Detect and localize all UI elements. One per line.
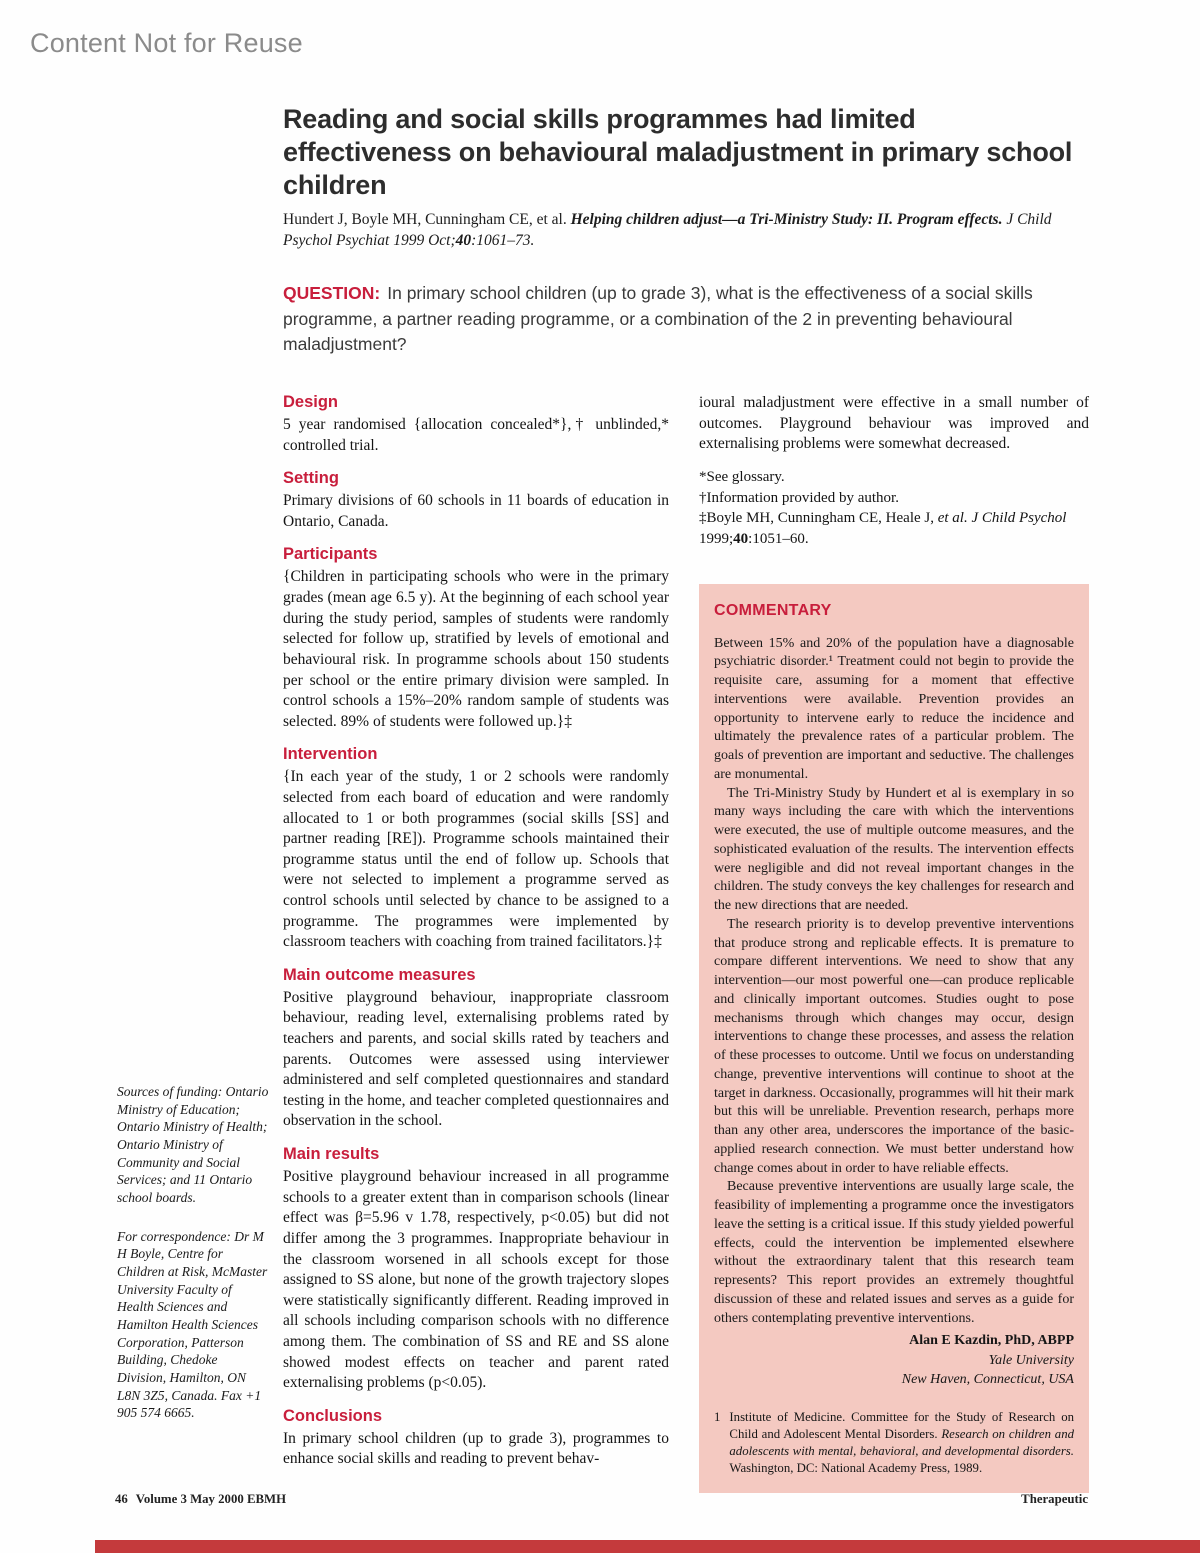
section-design <box>283 393 669 456</box>
reference-text-italic: Research on children and adolescents with mental, behavioral, and developmental disorders. <box>729 1427 1074 1459</box>
section-body: 5 year randomised {allocation concealed*},† unblinded,* controlled trial. <box>283 416 669 454</box>
section-heading: Conclusions <box>283 1406 383 1425</box>
section-main-outcome-measures <box>283 966 669 1132</box>
section-heading: Intervention <box>283 745 378 764</box>
signature-affiliation: Yale University <box>988 1352 1074 1368</box>
question-text: In primary school children (up to grade 3), what is the effectiveness of a social skills programme, a partner reading programme, or a combination of the 2 in preventing behavioural maladjustment? <box>283 283 1033 354</box>
commentary-signature <box>714 1331 1074 1389</box>
section-intervention <box>283 745 669 952</box>
footnote-citation-journal: et al. J Child Psychol <box>937 510 1067 527</box>
section-body: Primary divisions of 60 schools in 11 boards of education in Ontario, Canada. <box>283 492 669 530</box>
footer-category: Therapeutic <box>1021 1492 1088 1506</box>
footer-issue-info <box>115 1492 286 1507</box>
section-body: Positive playground behaviour increased in all programme schools to a greater extent than in comparison schools (linear effect was β=5.96 v 1.78, respectively, p<0.05) but did not differ among the 3 programmes. Inappropriate behaviour in the classroom worsened in all schools except for those assigned to SS alone, but none of the growth trajectory slopes were statistically significantly different. Reading improved in all schools including comparison schools with no difference among them. The combination of SS and RE and SS alone showed modest effects on teacher and parent rated externalising problems (p<0.05). <box>283 1168 669 1392</box>
footnote-citation-volume: 40 <box>733 530 749 547</box>
section-conclusions <box>283 1407 669 1470</box>
citation-paper-title: Helping children adjust—a Tri-Ministry Study: II. Program effects. <box>570 210 1007 228</box>
footnote-author-info: †Information provided by author. <box>699 489 899 506</box>
section-heading: Design <box>283 393 339 412</box>
reference-text <box>729 1409 1074 1477</box>
reference-text-post: Washington, DC: National Academy Press, 1989. <box>729 1460 983 1475</box>
commentary-paragraph: Between 15% and 20% of the population have a diagnosable psychiatric disorder.¹ Treatment could not begin to provide the requisite care, assuming for a moment that effective interventions were available. Prevention provides an opportunity to intervene early to reduce the incidence and ultimately the prevalence rates of a particular problem. The goals of prevention are important and seductive. The challenges are monumental. <box>714 635 1074 782</box>
left-column <box>283 393 669 1470</box>
signature-name: Alan E Kazdin, PhD, ABPP <box>909 1333 1074 1349</box>
commentary-paragraph: The research priority is to develop preventive interventions that produce strong and replicable effects. It is premature to compare different interventions. We need to show that any intervention—our most powerful one—can produce replicable and clinically important outcomes. Studies ought to pose mechanisms through which changes may occur, design interventions to change these processes, and assess the relation of these processes to outcome. Until we focus on understanding change, preventive interventions will continue to shoot at the target in darkness. Occasionally, programmes will hit their mark but this will be unreliable. Prevention research, perhaps more than any other area, underscores the importance of the basic-applied research connection. We must better understand how change comes about in order to have reliable effects. <box>714 916 1074 1176</box>
section-heading: Participants <box>283 545 378 564</box>
question-label: QUESTION: <box>283 283 381 304</box>
commentary-box <box>699 584 1089 1493</box>
right-column <box>699 393 1089 1493</box>
commentary-reference <box>714 1409 1074 1477</box>
page-footer <box>115 1492 1088 1507</box>
commentary-heading: COMMENTARY <box>714 601 832 619</box>
reference-number: 1 <box>714 1410 721 1425</box>
footnote-citation-year: 1999; <box>699 530 734 547</box>
watermark-text: Content Not for Reuse <box>30 28 303 58</box>
section-body: {In each year of the study, 1 or 2 schools were randomly selected from each board of education and were randomly allocated to 1 or both programmes (social skills [SS] and partner reading [RE]). Programme schools maintained their programme status until the end of follow up. Schools that were not selected to implement a programme served as control schools until selected by chance to be assigned to a programme. The programmes were implemented by classroom teachers with coaching from trained facilitators.}‡ <box>283 768 669 951</box>
section-heading: Setting <box>283 469 339 488</box>
footnote-citation-authors: ‡Boyle MH, Cunningham CE, Heale J, <box>699 510 938 527</box>
section-setting <box>283 469 669 532</box>
article-citation <box>283 210 1093 252</box>
section-heading: Main results <box>283 1145 380 1164</box>
section-heading: Main outcome measures <box>283 965 476 984</box>
footnote-citation <box>699 508 1089 549</box>
section-body: Positive playground behaviour, inappropriate classroom behaviour, reading level, externalising problems rated by teachers and parents, and social skills rated by teachers and parents. Outcomes were assessed using interviewer administered and self completed questionnaires and standard testing in the home, and teacher completed questionnaires and observation in the school. <box>283 988 669 1130</box>
section-main-results <box>283 1145 669 1394</box>
section-participants <box>283 545 669 732</box>
article-content <box>283 103 1089 1493</box>
citation-pages: :1061–73. <box>471 231 535 249</box>
footnotes <box>699 467 1089 550</box>
reference-text-pre: Institute of Medicine. Committee for the Study of Research on Child and Adolescent Mental Disorders. <box>729 1410 1074 1442</box>
citation-volume: 40 <box>455 231 472 249</box>
signature-location: New Haven, Connecticut, USA <box>901 1371 1074 1387</box>
funding-note: Sources of funding: Ontario Ministry of Education; Ontario Ministry of Health; Ontario Ministry of Community and Social Services; and 11 Ontario school boards. <box>117 1084 269 1206</box>
margin-notes <box>117 1083 269 1422</box>
section-body: {Children in participating schools who were in the primary grades (mean age 6.5 y). At the beginning of each school year during the study period, samples of students were randomly selected for follow up, stratified by levels of emotional and behavioural risk. In programme schools about 150 students per school or the entire primary division were sampled. In control schools a 15%–20% random sample of students was selected. 89% of students were followed up.}‡ <box>283 568 669 730</box>
article-title: Reading and social skills programmes had limited effectiveness on behavioural maladjustment in primary school children <box>283 104 1073 201</box>
commentary-paragraph: Because preventive interventions are usually large scale, the feasibility of implementing a programme once the investigators leave the setting is a critical issue. If this study yielded powerful effects, could the intervention be implemented elsewhere without the extraordinary talent that this research team represents? This report provides an extremely thoughtful discussion of these and related issues and serves as a guide for others contemplating preventive interventions. <box>714 1179 1075 1326</box>
page-number: 46 <box>115 1492 128 1506</box>
two-column-body <box>283 393 1089 1493</box>
commentary-paragraph: The Tri-Ministry Study by Hundert et al is exemplary in so many ways including the care with which the interventions were executed, the use of multiple outcome measures, and the sophisticated evaluation of the results. The intervention effects were negligible and did not reveal important changes in the children. The study conveys the key challenges for research and the new directions that are needed. <box>714 785 1074 914</box>
citation-authors: Hundert J, Boyle MH, Cunningham CE, et al. <box>283 210 571 228</box>
conclusions-continuation: ioural maladjustment were effective in a small number of outcomes. Playground behaviour was improved and externalising problems were somewhat decreased. <box>699 394 1089 453</box>
footnote-glossary: *See glossary. <box>699 468 785 485</box>
issue-text: Volume 3 May 2000 EBMH <box>135 1492 287 1506</box>
citation-journal: J Child Psychol Psychiat 1999 Oct; <box>283 210 1052 249</box>
footnote-citation-pages: :1051–60. <box>748 530 809 547</box>
question-block <box>283 281 1075 357</box>
section-body: In primary school children (up to grade 3), programmes to enhance social skills and reading to prevent behav- <box>283 1429 669 1468</box>
correspondence-note: For correspondence: Dr M H Boyle, Centre for Children at Risk, McMaster University Faculty of Health Sciences and Hamilton Health Sciences Corporation, Patterson Building, Chedoke Division, Hamilton, ON L8N 3Z5, Canada. Fax +1 905 574 6665. <box>117 1228 268 1421</box>
bottom-red-bar <box>95 1540 1200 1553</box>
